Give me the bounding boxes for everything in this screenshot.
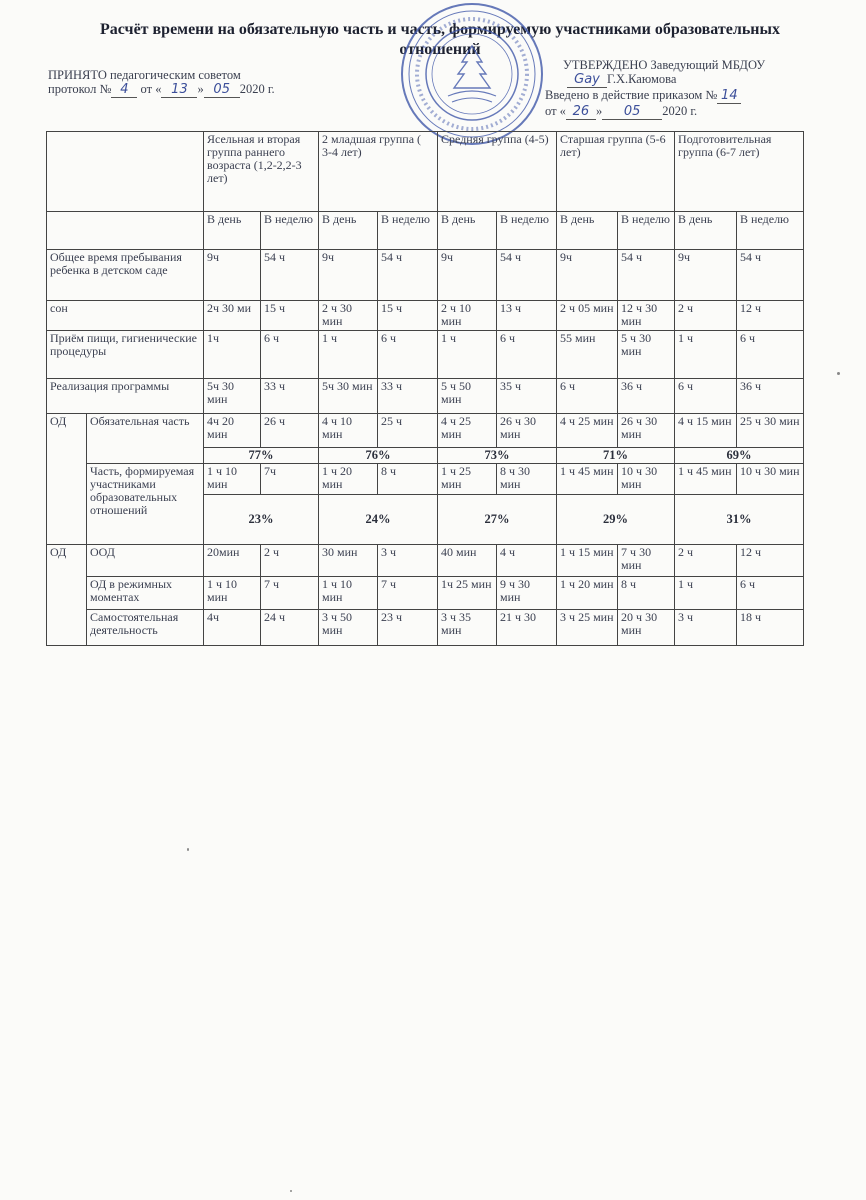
value-cell: 1 ч bbox=[438, 331, 497, 379]
value-cell: 2 ч 30 мин bbox=[319, 301, 378, 331]
value-cell: 9ч bbox=[438, 250, 497, 301]
value-cell: 4 ч 25 мин bbox=[438, 414, 497, 448]
value-cell: 30 мин bbox=[319, 545, 378, 577]
accepted-month: 05 bbox=[204, 83, 240, 98]
row-independent bbox=[47, 610, 804, 646]
approved-date-line: от « 26 » 05 2020 г. bbox=[545, 104, 698, 119]
value-cell: 12 ч bbox=[737, 545, 804, 577]
protocol-number: 4 bbox=[111, 83, 137, 98]
value-cell: 9 ч 30 мин bbox=[497, 577, 557, 610]
value-cell: 8 ч 30 мин bbox=[497, 464, 557, 495]
value-cell: 6 ч bbox=[557, 379, 618, 414]
value-cell: 13 ч bbox=[497, 301, 557, 331]
value-cell: 1 ч bbox=[319, 331, 378, 379]
value-cell: 1 ч 10 мин bbox=[204, 464, 261, 495]
per-week-header: В неделю bbox=[497, 212, 557, 250]
row-label: Реализация программы bbox=[47, 379, 204, 414]
row-meals bbox=[47, 331, 804, 379]
value-cell: 10 ч 30 мин bbox=[618, 464, 675, 495]
percent-cell: 29% bbox=[557, 495, 675, 545]
value-cell: 6 ч bbox=[378, 331, 438, 379]
approved-month: 05 bbox=[602, 105, 662, 120]
value-cell: 54 ч bbox=[378, 250, 438, 301]
percent-cell: 69% bbox=[675, 448, 804, 464]
value-cell: 20 ч 30 мин bbox=[618, 610, 675, 646]
group-header-row bbox=[47, 132, 804, 212]
value-cell: 7 ч 30 мин bbox=[618, 545, 675, 577]
per-day-header: В день bbox=[557, 212, 618, 250]
value-cell: 3 ч 35 мин bbox=[438, 610, 497, 646]
value-cell: 6 ч bbox=[675, 379, 737, 414]
approved-line: УТВЕРЖДЕНО Заведующий МБДОУ bbox=[563, 58, 766, 72]
value-cell: 4ч bbox=[204, 610, 261, 646]
value-cell: 40 мин bbox=[438, 545, 497, 577]
row-formed bbox=[47, 464, 804, 495]
value-cell: 9ч bbox=[204, 250, 261, 301]
percent-cell: 71% bbox=[557, 448, 675, 464]
value-cell: 6 ч bbox=[737, 331, 804, 379]
value-cell: 1 ч 20 мин bbox=[319, 464, 378, 495]
approved-day: 26 bbox=[566, 105, 596, 120]
row-label: Часть, формируемая участниками образовательных отношений bbox=[87, 464, 204, 545]
seal-stamp bbox=[396, 0, 548, 148]
value-cell: 5ч 30 мин bbox=[319, 379, 378, 414]
value-cell: 3 ч 50 мин bbox=[319, 610, 378, 646]
value-cell: 23 ч bbox=[378, 610, 438, 646]
per-day-header: В день bbox=[319, 212, 378, 250]
group-header: 2 младшая группа ( 3-4 лет) bbox=[319, 132, 438, 212]
per-week-header: В неделю bbox=[378, 212, 438, 250]
per-day-header: В день bbox=[675, 212, 737, 250]
row-total bbox=[47, 250, 804, 301]
row-ood bbox=[47, 545, 804, 577]
value-cell: 1 ч bbox=[675, 577, 737, 610]
row-label: Приём пищи, гигиенические процедуры bbox=[47, 331, 204, 379]
value-cell: 54 ч bbox=[737, 250, 804, 301]
per-week-header: В неделю bbox=[618, 212, 675, 250]
value-cell: 4ч 20 мин bbox=[204, 414, 261, 448]
accepted-block bbox=[48, 68, 275, 98]
value-cell: 26 ч 30 мин bbox=[618, 414, 675, 448]
percent-cell: 27% bbox=[438, 495, 557, 545]
row-mandatory bbox=[47, 414, 804, 448]
accepted-protocol-line: протокол № 4 от « 13 » 05 2020 г. bbox=[48, 82, 275, 97]
value-cell: 1 ч 45 мин bbox=[557, 464, 618, 495]
per-week-header: В неделю bbox=[261, 212, 319, 250]
value-cell: 3 ч bbox=[675, 610, 737, 646]
value-cell: 4 ч bbox=[497, 545, 557, 577]
od-label: ОД bbox=[47, 545, 87, 646]
per-week-header: В неделю bbox=[737, 212, 804, 250]
row-label: сон bbox=[47, 301, 204, 331]
value-cell: 9ч bbox=[319, 250, 378, 301]
percent-cell: 77% bbox=[204, 448, 319, 464]
value-cell: 33 ч bbox=[378, 379, 438, 414]
group-header: Старшая группа (5-6 лет) bbox=[557, 132, 675, 212]
value-cell: 15 ч bbox=[261, 301, 319, 331]
scan-speck bbox=[837, 372, 840, 375]
value-cell: 8 ч bbox=[618, 577, 675, 610]
row-label: Самостоятельная деятельность bbox=[87, 610, 204, 646]
value-cell: 3 ч bbox=[378, 545, 438, 577]
value-cell: 18 ч bbox=[737, 610, 804, 646]
accepted-line: ПРИНЯТО педагогическим советом bbox=[48, 68, 241, 82]
percent-cell: 31% bbox=[675, 495, 804, 545]
value-cell: 36 ч bbox=[737, 379, 804, 414]
per-day-header: В день bbox=[438, 212, 497, 250]
per-day-header: В день bbox=[204, 212, 261, 250]
value-cell: 24 ч bbox=[261, 610, 319, 646]
value-cell: 2ч 30 ми bbox=[204, 301, 261, 331]
scan-speck bbox=[290, 1190, 292, 1192]
value-cell: 33 ч bbox=[261, 379, 319, 414]
approved-block bbox=[545, 58, 785, 120]
value-cell: 12 ч 30 мин bbox=[618, 301, 675, 331]
row-label: ООД bbox=[87, 545, 204, 577]
scan-speck bbox=[187, 848, 189, 851]
value-cell: 1 ч 15 мин bbox=[557, 545, 618, 577]
value-cell: 9ч bbox=[557, 250, 618, 301]
value-cell: 54 ч bbox=[618, 250, 675, 301]
value-cell: 1 ч 45 мин bbox=[675, 464, 737, 495]
percent-cell: 23% bbox=[204, 495, 319, 545]
value-cell: 7ч bbox=[261, 464, 319, 495]
value-cell: 5 ч 30 мин bbox=[618, 331, 675, 379]
value-cell: 21 ч 30 bbox=[497, 610, 557, 646]
document-title: Расчёт времени на обязательную часть и часть, формируемую участниками образовательных отношений bbox=[99, 21, 780, 58]
value-cell: 1 ч 20 мин bbox=[557, 577, 618, 610]
value-cell: 26 ч 30 мин bbox=[497, 414, 557, 448]
value-cell: 2 ч bbox=[675, 301, 737, 331]
percent-cell: 24% bbox=[319, 495, 438, 545]
value-cell: 6 ч bbox=[737, 577, 804, 610]
value-cell: 1ч bbox=[204, 331, 261, 379]
percent-cell: 76% bbox=[319, 448, 438, 464]
value-cell: 54 ч bbox=[497, 250, 557, 301]
value-cell: 20мин bbox=[204, 545, 261, 577]
value-cell: 35 ч bbox=[497, 379, 557, 414]
value-cell: 10 ч 30 мин bbox=[737, 464, 804, 495]
value-cell: 2 ч 10 мин bbox=[438, 301, 497, 331]
value-cell: 2 ч bbox=[261, 545, 319, 577]
order-line: Введено в действие приказом № 14 bbox=[545, 88, 785, 104]
value-cell: 25 ч bbox=[378, 414, 438, 448]
percent-cell: 73% bbox=[438, 448, 557, 464]
value-cell: 4 ч 25 мин bbox=[557, 414, 618, 448]
corner-cell bbox=[47, 132, 204, 212]
order-number: 14 bbox=[717, 89, 741, 104]
row-program bbox=[47, 379, 804, 414]
value-cell: 55 мин bbox=[557, 331, 618, 379]
row-label: Обязательная часть bbox=[87, 414, 204, 464]
value-cell: 2 ч 05 мин bbox=[557, 301, 618, 331]
value-cell: 9ч bbox=[675, 250, 737, 301]
value-cell: 1 ч 10 мин bbox=[204, 577, 261, 610]
value-cell: 54 ч bbox=[261, 250, 319, 301]
value-cell: 5ч 30 мин bbox=[204, 379, 261, 414]
value-cell: 1 ч 25 мин bbox=[438, 464, 497, 495]
value-cell: 7 ч bbox=[261, 577, 319, 610]
value-cell: 1ч 25 мин bbox=[438, 577, 497, 610]
value-cell: 8 ч bbox=[378, 464, 438, 495]
value-cell: 1 ч bbox=[675, 331, 737, 379]
value-cell: 12 ч bbox=[737, 301, 804, 331]
row-sleep bbox=[47, 301, 804, 331]
accepted-day: 13 bbox=[161, 83, 197, 98]
value-cell: 2 ч bbox=[675, 545, 737, 577]
row-regime bbox=[47, 577, 804, 610]
value-cell: 25 ч 30 мин bbox=[737, 414, 804, 448]
time-table bbox=[46, 131, 804, 646]
value-cell: 26 ч bbox=[261, 414, 319, 448]
row-label: ОД в режимных моментах bbox=[87, 577, 204, 610]
value-cell: 7 ч bbox=[378, 577, 438, 610]
value-cell: 6 ч bbox=[261, 331, 319, 379]
signature: Gay bbox=[567, 73, 607, 88]
value-cell: 4 ч 15 мин bbox=[675, 414, 737, 448]
value-cell: 15 ч bbox=[378, 301, 438, 331]
period-header-row bbox=[47, 212, 804, 250]
value-cell: 1 ч 10 мин bbox=[319, 577, 378, 610]
value-cell: 4 ч 10 мин bbox=[319, 414, 378, 448]
group-header: Ясельная и вторая группа раннего возраста (1,2-2,2-3 лет) bbox=[204, 132, 319, 212]
value-cell: 36 ч bbox=[618, 379, 675, 414]
od-label: ОД bbox=[47, 414, 87, 545]
group-header: Подготовительная группа (6-7 лет) bbox=[675, 132, 804, 212]
group-header: Средняя группа (4-5) bbox=[438, 132, 557, 212]
value-cell: 3 ч 25 мин bbox=[557, 610, 618, 646]
corner-cell bbox=[47, 212, 204, 250]
row-label: Общее время пребывания ребенка в детском саде bbox=[47, 250, 204, 301]
value-cell: 6 ч bbox=[497, 331, 557, 379]
signer-line: Gay Г.Х.Каюмова bbox=[545, 72, 785, 88]
value-cell: 5 ч 50 мин bbox=[438, 379, 497, 414]
